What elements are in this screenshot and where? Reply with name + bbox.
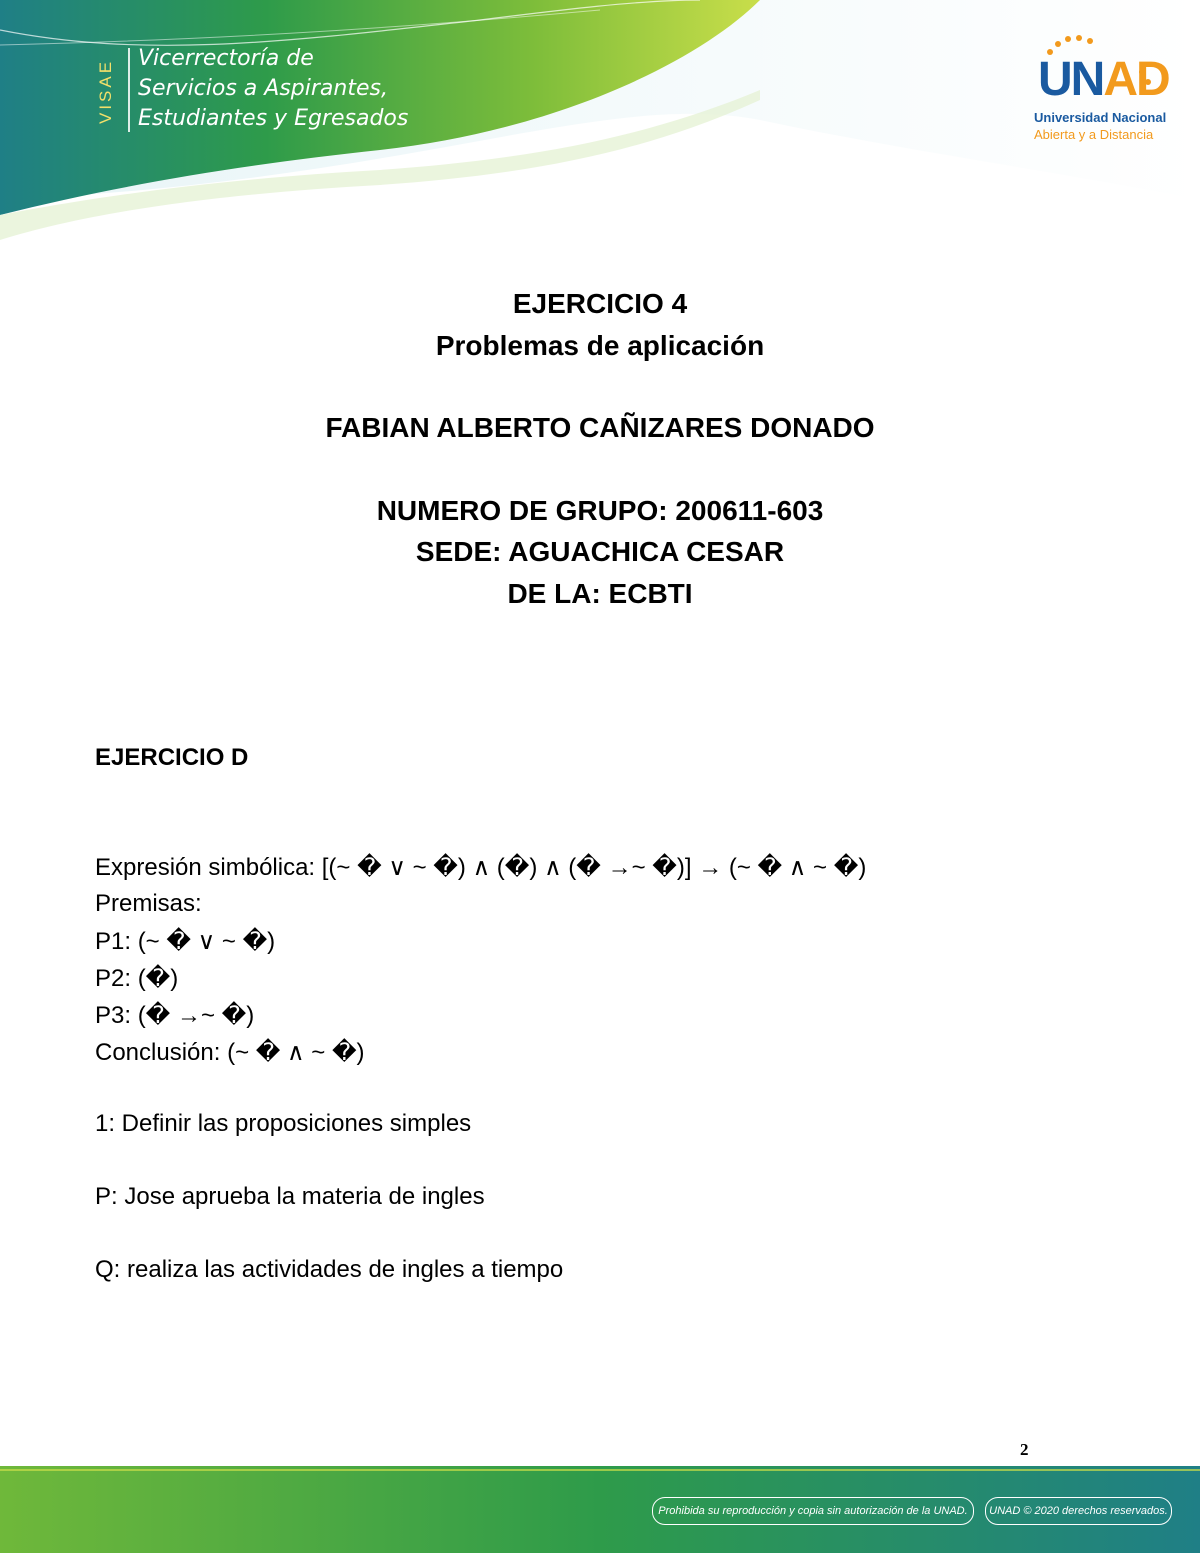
footer-notice: Prohibida su reproducción y copia sin autorización de la UNAD. — [652, 1497, 974, 1525]
header-banner — [0, 0, 1200, 260]
logo-subtitle-1: Universidad Nacional — [1034, 110, 1167, 125]
group-number: NUMERO DE GRUPO: 200611-603 — [376, 495, 824, 526]
vicerrectoria-line-1: Vicerrectoría de — [138, 46, 314, 71]
symbolic-expression: Expresión simbólica: [(~ � ∨ ~ �) ∧ (�) ∧ (� →~ �)] → (~ � ∧ ~ �) — [95, 854, 867, 881]
footer-copyright: UNAD © 2020 derechos reservados. — [985, 1497, 1172, 1525]
conclusion: Conclusión: (~ � ∧ ~ �) — [95, 1039, 365, 1066]
author-name: FABIAN ALBERTO CAÑIZARES DONADO — [325, 412, 875, 443]
proposition-q: Q: realiza las actividades de ingles a tiempo — [95, 1256, 564, 1283]
premise-p2: P2: (�) — [95, 965, 179, 992]
visae-label: VISAE — [96, 58, 115, 124]
unad-logo — [1030, 30, 1170, 150]
premise-p1: P1: (~ � ∨ ~ �) — [95, 928, 276, 955]
vicerrectoria-line-2: Servicios a Aspirantes, — [138, 76, 388, 101]
logo-wordmark: UNAD — [1038, 53, 1169, 106]
premisas-label: Premisas: — [95, 890, 202, 917]
proposition-p: P: Jose aprueba la materia de ingles — [95, 1183, 485, 1210]
sede: SEDE: AGUACHICA CESAR — [415, 536, 785, 567]
school: DE LA: ECBTI — [507, 578, 693, 609]
title-line-1: EJERCICIO 4 — [512, 288, 688, 319]
exercise-heading: EJERCICIO D — [95, 744, 249, 771]
title-line-2: Problemas de aplicación — [435, 330, 765, 361]
step-1: 1: Definir las proposiciones simples — [95, 1110, 472, 1137]
premise-p3: P3: (� →~ �) — [95, 1002, 255, 1029]
vicerrectoria-line-3: Estudiantes y Egresados — [138, 106, 409, 131]
visae-divider — [128, 48, 130, 132]
logo-subtitle-2: Abierta y a Distancia — [1034, 127, 1154, 142]
page-number: 2 — [1020, 1440, 1029, 1459]
